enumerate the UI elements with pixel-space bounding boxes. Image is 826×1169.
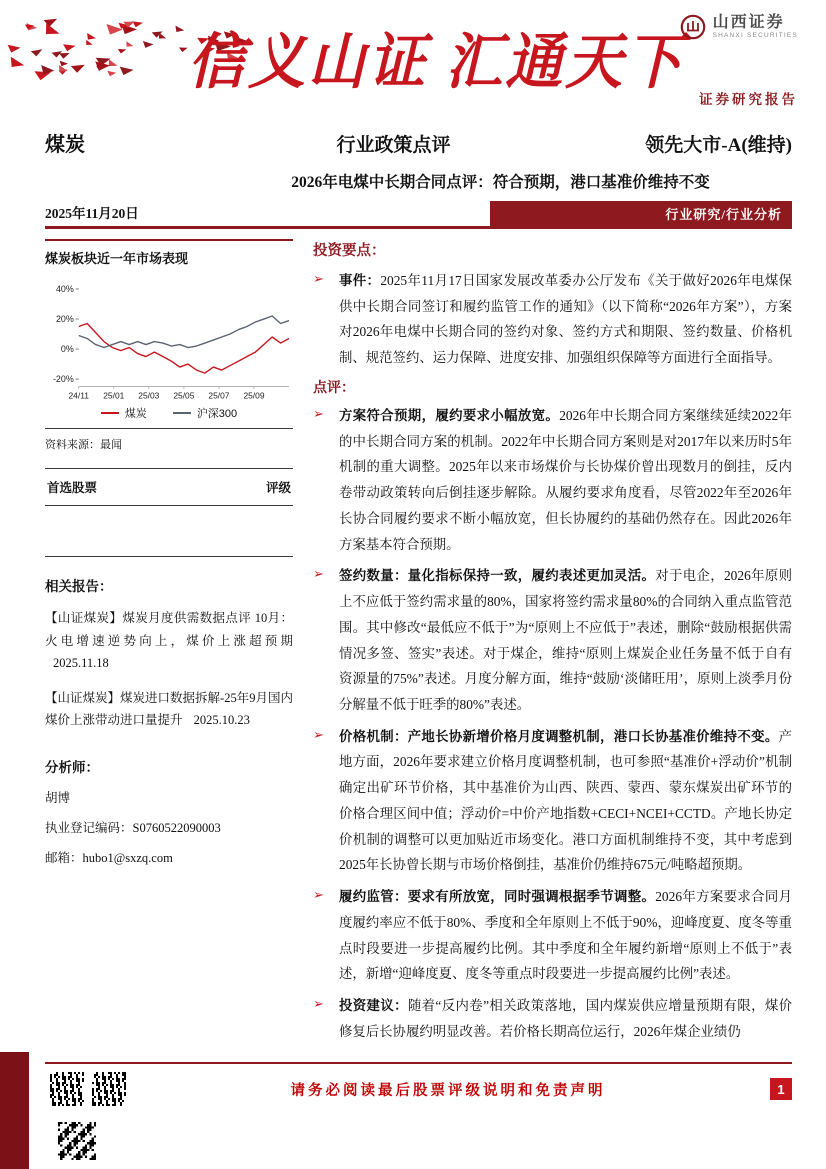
industry-rating: 领先大市-A(维持) [645, 135, 792, 156]
stock-col-header: 首选股票 [47, 481, 98, 495]
legend-label-hs300: 沪深300 [196, 408, 238, 420]
company-name-en: SHANXI SECURITIES [712, 32, 798, 40]
report-date: 2025年11月20日 [45, 206, 139, 221]
bullet-arrow-icon: ➢ [313, 271, 324, 286]
bullet-price-mechanism [313, 724, 792, 878]
footer-left-band [0, 1052, 29, 1169]
bullet-arrow-icon: ➢ [313, 887, 324, 903]
analyst-name: 胡博 [45, 790, 71, 805]
bullet-quantity [313, 563, 792, 717]
sidebar-top-rule [45, 239, 293, 241]
svg-text:25/01: 25/01 [103, 390, 125, 401]
svg-text:24/11: 24/11 [68, 390, 89, 401]
comment-title: 点评： [313, 380, 355, 396]
legend-item-coal [101, 405, 147, 421]
svg-text:-20%: -20% [52, 374, 74, 385]
qr-code-group [50, 1072, 126, 1106]
svg-text:25/07: 25/07 [208, 390, 230, 401]
legend-label-coal: 煤炭 [124, 408, 147, 420]
svg-text:0%: 0% [60, 344, 74, 355]
brand-slogan: 信义山证 汇通天下 [188, 29, 686, 97]
rating-col-header: 评级 [265, 481, 291, 495]
company-logo [680, 14, 798, 40]
bullet-body: 对于电企，2026年原则上不应低于签约需求量的80%，国家将签约需求量80%的合同纳入重点监管范围。其中修改“最低应不低于”为“原则上不应低于”表述，删除“鼓励根据供需情况多签、签实”表述。对于煤企，维持“原则上煤炭企业任务量不低于自有资源量的75%”表述。月度分解方面，维持“鼓励‘淡储旺用’，原则上淡季月份分解量不低于旺季的80%”表述。 [339, 568, 793, 713]
bullet-lead: 履约监管：要求有所放宽，同时强调根据季节调整。 [339, 889, 656, 905]
meta-row [0, 120, 826, 157]
highlights-title: 投资要点： [313, 243, 386, 259]
related-report-item [45, 607, 293, 675]
bullet-lead: 签约数量：量化指标保持一致，履约表述更加灵活。 [339, 568, 656, 584]
bullet-body: 随着“反内卷”相关政策落地，国内煤炭供应增量预期有限，煤价修复后长协履约明显改善。若价格长期高位运行，2026年煤企业绩仍 [339, 998, 793, 1039]
qr-code [50, 1072, 84, 1106]
date-bar [45, 201, 792, 229]
related-report-date: 2025.11.18 [53, 656, 109, 670]
analyst-title: 分析师： [45, 759, 99, 775]
qr-code [58, 1122, 96, 1160]
bullet-investment-advice [313, 993, 792, 1044]
coal-line-swatch [101, 412, 119, 414]
svg-text:25/03: 25/03 [138, 390, 160, 401]
related-report-text: 【山证煤炭】煤炭月度供需数据点评 10月：火电增速逆势向上，煤价上涨超预期 [45, 611, 293, 648]
bullet-arrow-icon: ➢ [313, 996, 324, 1012]
divider [45, 556, 293, 557]
report-header [0, 0, 826, 120]
market-performance-chart [45, 271, 293, 403]
bullet-body: 2026年方案要求合同月度履约率应不低于80%、季度和全年原则上不低于90%，迎峰度夏、度冬等重点时段要进一步提高履约比例。其中季度和全年履约新增“原则上不低于”表述，新增“迎峰度夏、度冬等重点时段要进一步提高履约比例”表述。 [339, 889, 793, 982]
company-name: 山西证券 [712, 14, 785, 32]
bullet-event [313, 268, 792, 371]
footer [50, 1072, 792, 1106]
qr-code [92, 1072, 126, 1106]
divider [45, 468, 293, 469]
bullet-plan [313, 403, 792, 557]
related-report-date: 2025.10.23 [193, 713, 250, 727]
divider [45, 505, 293, 506]
bullet-body: 2026年中长期合同方案继续延续2022年的中长期合同方案的机制。2022年中长期合同方案则是对2017年以来历时5年机制的重大调整。2025年以来市场煤价与长协煤价曾出现数月的倒挂，反内卷带动政策转向后倒挂逐步解除。从履约要求角度看，尽管2022年至2026年长协合同履约要求不断小幅放宽，但长协履约的基础仍然存在。因此2026年方案基本符合预期。 [339, 407, 793, 552]
report-type-label: 证券研究报告 [699, 92, 798, 107]
svg-text:40%: 40% [55, 283, 74, 294]
footer-rule [45, 1062, 792, 1064]
bullet-lead: 投资建议： [339, 998, 408, 1014]
content-columns [0, 229, 826, 1051]
chart-title: 煤炭板块近一年市场表现 [45, 251, 189, 266]
svg-text:25/09: 25/09 [243, 390, 265, 401]
industry-name: 煤炭 [45, 134, 85, 156]
bullet-lead: 价格机制：产地长协新增价格月度调整机制，港口长协基准价维持不变。 [339, 728, 779, 744]
company-logo-icon [680, 14, 706, 40]
report-title: 2026年电煤中长期合同点评：符合预期，港口基准价维持不变 [291, 174, 710, 191]
bullet-arrow-icon: ➢ [313, 405, 324, 421]
bullet-body: 2025年11月17日国家发展改革委办公厅发布《关于做好2026年电煤保供中长期合同签订和履约监管工作的通知》（以下简称“2026年方案”），方案对2026年电煤中长期合同的签约对象、签约方式和期限、签约数量、价格机制、规范签约、运力保障、进度安排、加强组织保障等方面进行全面指导。 [339, 273, 792, 366]
bullet-lead: 方案符合预期，履约要求小幅放宽。 [339, 407, 560, 423]
footer-disclaimer: 请务必阅读最后股票评级说明和免责声明 [290, 1082, 606, 1099]
data-source: 资料来源：最闻 [45, 439, 122, 451]
report-category: 行业政策点评 [336, 135, 451, 156]
legend-item-hs300 [173, 405, 237, 421]
page-number: 1 [770, 1078, 792, 1100]
related-report-item [45, 687, 293, 732]
bullet-arrow-icon: ➢ [313, 566, 324, 582]
bullet-arrow-icon: ➢ [313, 726, 324, 742]
chart-legend [45, 405, 293, 421]
stock-table-header [45, 476, 293, 498]
hs300-line-swatch [173, 412, 191, 414]
bullet-compliance [313, 884, 792, 987]
related-reports-title: 相关报告： [45, 579, 113, 594]
sidebar [45, 239, 293, 1051]
bullet-lead: 事件： [339, 273, 381, 288]
main-content [313, 239, 792, 1051]
svg-text:20%: 20% [55, 313, 74, 324]
svg-text:25/05: 25/05 [173, 390, 195, 401]
analyst-email: 邮箱：hubo1@sxzq.com [45, 850, 173, 865]
analyst-license: 执业登记编码：S0760522090003 [45, 820, 221, 835]
stock-table-empty [45, 513, 293, 549]
related-report-text: 【山证煤炭】煤炭进口数据拆解-25年9月国内煤价上涨带动进口量提升 [45, 690, 293, 727]
bullet-body: 产地方面，2026年要求建立价格月度调整机制，也可参照“基准价+浮动价”机制确定出矿环节价格，其中基准价为山西、陕西、蒙西、蒙东煤炭出矿环节的价格合理区间中值；浮动价=中价产地指数+CECI+NCEI+CCTD。产地长协定价机制的调整可以更加贴近市场变化。港口方面机制维持不变，其中考虑到2025年长协曾长期与市场价格倒挂，基准价仍维持675元/吨略超预期。 [339, 728, 792, 873]
section-tag: 行业研究/行业分析 [490, 201, 792, 226]
divider [45, 428, 293, 429]
